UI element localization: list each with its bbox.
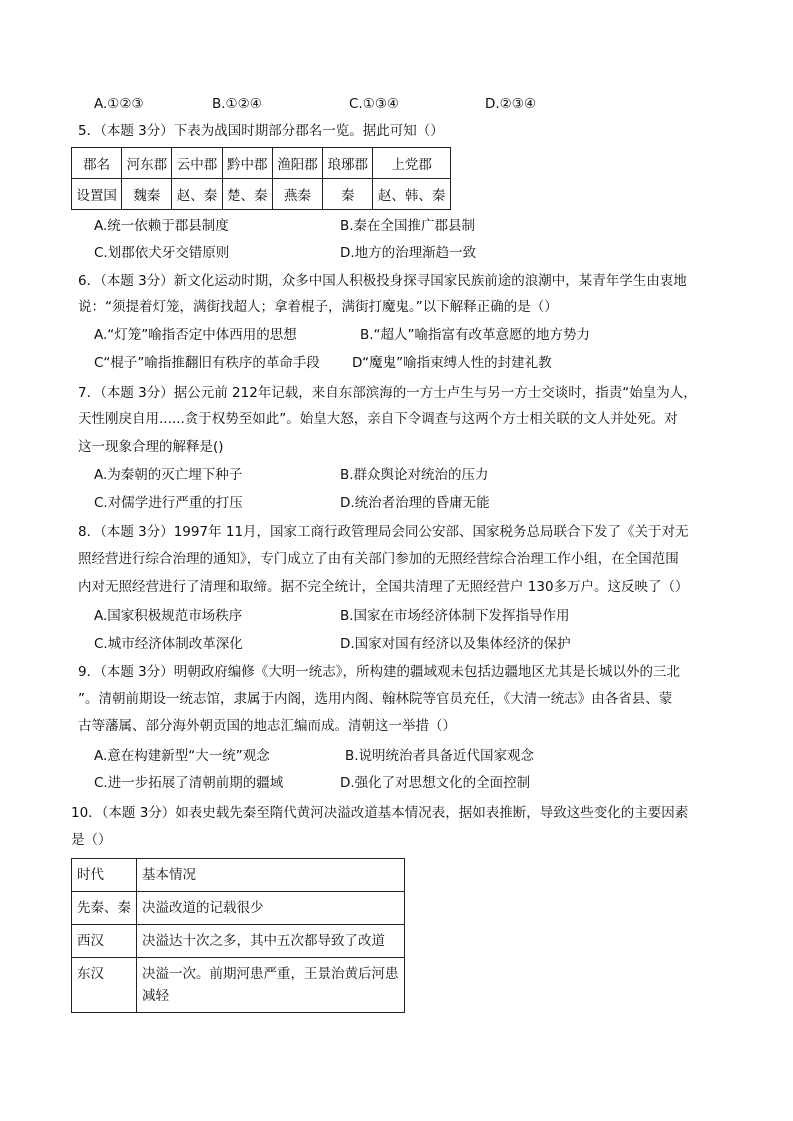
table-cell: 决溢改道的记载很少: [137, 892, 405, 925]
q7-line3: 这一现象合理的解释是(): [78, 439, 224, 455]
table-cell: 河东郡: [122, 148, 172, 179]
q4-option-b: B.①②④: [212, 96, 262, 112]
q5-option-b: B.秦在全国推广郡县制: [340, 218, 476, 234]
table-cell: 楚、秦: [222, 179, 272, 210]
table-cell: 东汉: [72, 958, 137, 1013]
q10-line1: 10．（本题 3分）如表史载先秦至隋代黄河决溢改道基本情况表，据如表推断，导致这些变化的主要因素: [71, 805, 689, 821]
q8-line2: 照经营进行综合治理的通知》，专门成立了由有关部门参加的无照经营综合治理工作小组，在全国范围: [78, 551, 679, 567]
q9-option-d: D.强化了对思想文化的全面控制: [340, 775, 531, 791]
q8-line1: 8．（本题 3分）1997年 11月，国家工商行政管理局会同公安部、国家税务总局联合下发了《关于对无: [78, 524, 689, 540]
table-cell: 赵、秦: [172, 179, 222, 210]
table-row: [72, 859, 405, 892]
q6-option-b: B.“超人”喻指富有改革意愿的地方势力: [360, 327, 591, 343]
q4-option-a: A.①②③: [94, 96, 144, 112]
q8-option-c: C.城市经济体制改革深化: [94, 636, 243, 652]
q4-option-c: C.①③④: [349, 96, 400, 112]
q6-line1: 6．（本题 3分）新文化运动时期，众多中国人积极投身探寻国家民族前途的浪潮中，某青年学生由衷地: [78, 273, 687, 289]
table-cell: 渔阳郡: [272, 148, 322, 179]
table-cell: 基本情况: [137, 859, 405, 892]
table-cell: 时代: [72, 859, 137, 892]
q5-stem: 5．（本题 3分）下表为战国时期部分郡名一览。据此可知（）: [78, 123, 444, 139]
table-cell: 云中郡: [172, 148, 222, 179]
q6-option-c: C“棍子”喻指推翻旧有秩序的革命手段: [94, 355, 320, 371]
q8-option-a: A.国家积极规范市场秩序: [94, 608, 243, 624]
q7-option-d: D.统治者治理的昏庸无能: [340, 495, 490, 511]
q9-option-a: A.意在构建新型“大一统”观念: [94, 748, 270, 764]
table-row: [72, 892, 405, 925]
q5-table: [71, 147, 451, 210]
q5-option-c: C.划郡依犬牙交错原则: [94, 245, 230, 261]
q10-line2: 是（）: [71, 832, 112, 848]
table-cell: 决溢达十次之多，其中五次都导致了改道: [137, 925, 405, 958]
table-cell: 秦: [323, 179, 373, 210]
q9-option-c: C.进一步拓展了清朝前期的疆域: [94, 775, 284, 791]
table-row: [72, 958, 405, 1013]
table-row: [72, 148, 451, 179]
q9-line1: 9．（本题 3分）明朝政府编修《大明一统志》，所构建的疆域观未包括边疆地区尤其是长城以外的三北: [78, 664, 680, 680]
q5-option-d: D.地方的治理渐趋一致: [340, 245, 477, 261]
q9-option-b: B.说明统治者具备近代国家观念: [345, 748, 535, 764]
q6-line2: 说：“须提着灯笼，满街找超人；拿着棍子，满街打魔鬼。”以下解释正确的是（）: [78, 299, 558, 315]
table-cell: 魏秦: [122, 179, 172, 210]
q7-line1: 7．（本题 3分）据公元前 212年记载，来自东部滨海的一方士卢生与另一方士交谈时，指责“始皇为人，: [78, 385, 697, 401]
q5-option-a: A.统一依赖于郡县制度: [94, 218, 229, 234]
table-cell: 郡名: [72, 148, 122, 179]
table-cell: 黔中郡: [222, 148, 272, 179]
q4-option-d: D.②③④: [485, 96, 536, 112]
table-row: [72, 179, 451, 210]
q6-option-d: D“魔鬼”喻指束缚人性的封建礼教: [352, 355, 552, 371]
q10-table: [71, 858, 405, 1013]
q7-option-c: C.对儒学进行严重的打压: [94, 495, 243, 511]
q8-option-d: D.国家对国有经济以及集体经济的保护: [340, 636, 571, 652]
q8-line3: 内对无照经营进行了清理和取缔。据不完全统计，全国共清理了无照经营户 130多万户。这反映了（）: [78, 579, 689, 595]
q7-option-b: B.群众舆论对统治的压力: [340, 467, 489, 483]
table-cell: 先秦、秦: [72, 892, 137, 925]
q9-line2: ”。清朝前期设一统志馆，隶属于内阁，选用内阁、翰林院等官员充任，《大清一统志》由各省县、蒙: [78, 691, 673, 707]
table-row: [72, 925, 405, 958]
table-cell: 燕秦: [272, 179, 322, 210]
q7-option-a: A.为秦朝的灭亡埋下种子: [94, 467, 243, 483]
q8-option-b: B.国家在市场经济体制下发挥指导作用: [340, 608, 570, 624]
table-cell: 西汉: [72, 925, 137, 958]
table-cell: 赵、韩、秦: [373, 179, 451, 210]
table-cell: 决溢一次。前期河患严重，王景治黄后河患减轻: [137, 958, 405, 1013]
table-cell: 上党郡: [373, 148, 451, 179]
q9-line3: 古等藩属、部分海外朝贡国的地志汇编而成。清朝这一举措（）: [78, 718, 456, 734]
table-cell: 琅琊郡: [323, 148, 373, 179]
table-cell: 设置国: [72, 179, 122, 210]
q7-line2: 天性刚戾自用......贪于权势至如此”。始皇大怒，亲自下令调查与这两个方士相关联的文人并处死。对: [78, 411, 678, 427]
q6-option-a: A.“灯笼”喻指否定中体西用的思想: [94, 327, 297, 343]
